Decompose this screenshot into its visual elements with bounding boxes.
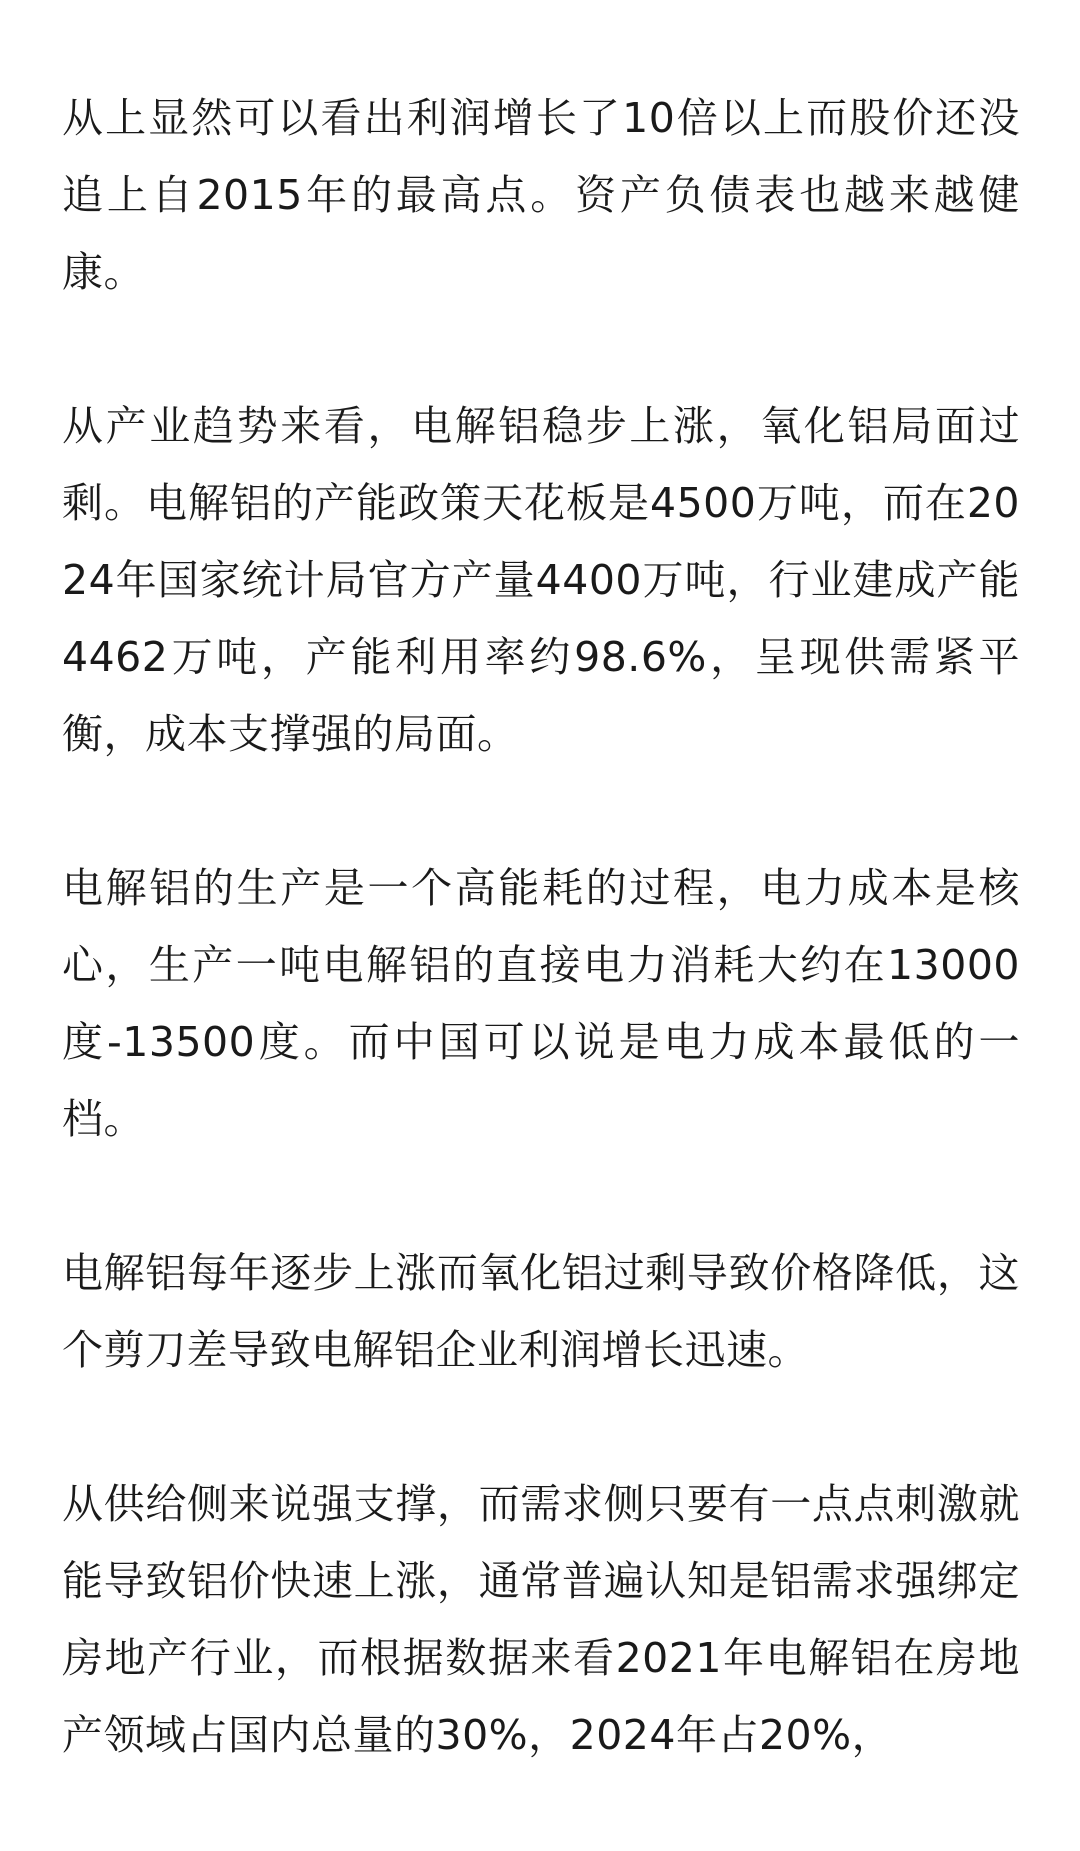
paragraph-power-cost: 电解铝的生产是一个高能耗的过程，电力成本是核心，生产一吨电解铝的直接电力消耗大约在13000度-13500度。而中国可以说是电力成本最低的一档。 xyxy=(62,864,1020,1143)
paragraph-supply-demand: 从供给侧来说强支撑，而需求侧只要有一点点刺激就能导致铝价快速上涨，通常普遍认知是铝需求强绑定房地产行业，而根据数据来看2021年电解铝在房地产领域占国内总量的30%，2024年占20%， xyxy=(62,1480,1020,1759)
paragraph-price-scissors: 电解铝每年逐步上涨而氧化铝过剩导致价格降低，这个剪刀差导致电解铝企业利润增长迅速。 xyxy=(62,1249,1020,1374)
article-body xyxy=(62,80,1020,1851)
paragraph-industry-trend: 从产业趋势来看，电解铝稳步上涨，氧化铝局面过剩。电解铝的产能政策天花板是4500万吨，而在2024年国家统计局官方产量4400万吨，行业建成产能4462万吨，产能利用率约98.6%，呈现供需紧平衡，成本支撑强的局面。 xyxy=(62,402,1020,758)
paragraph-profit-growth: 从上显然可以看出利润增长了10倍以上而股价还没追上自2015年的最高点。资产负债表也越来越健康。 xyxy=(62,94,1020,296)
